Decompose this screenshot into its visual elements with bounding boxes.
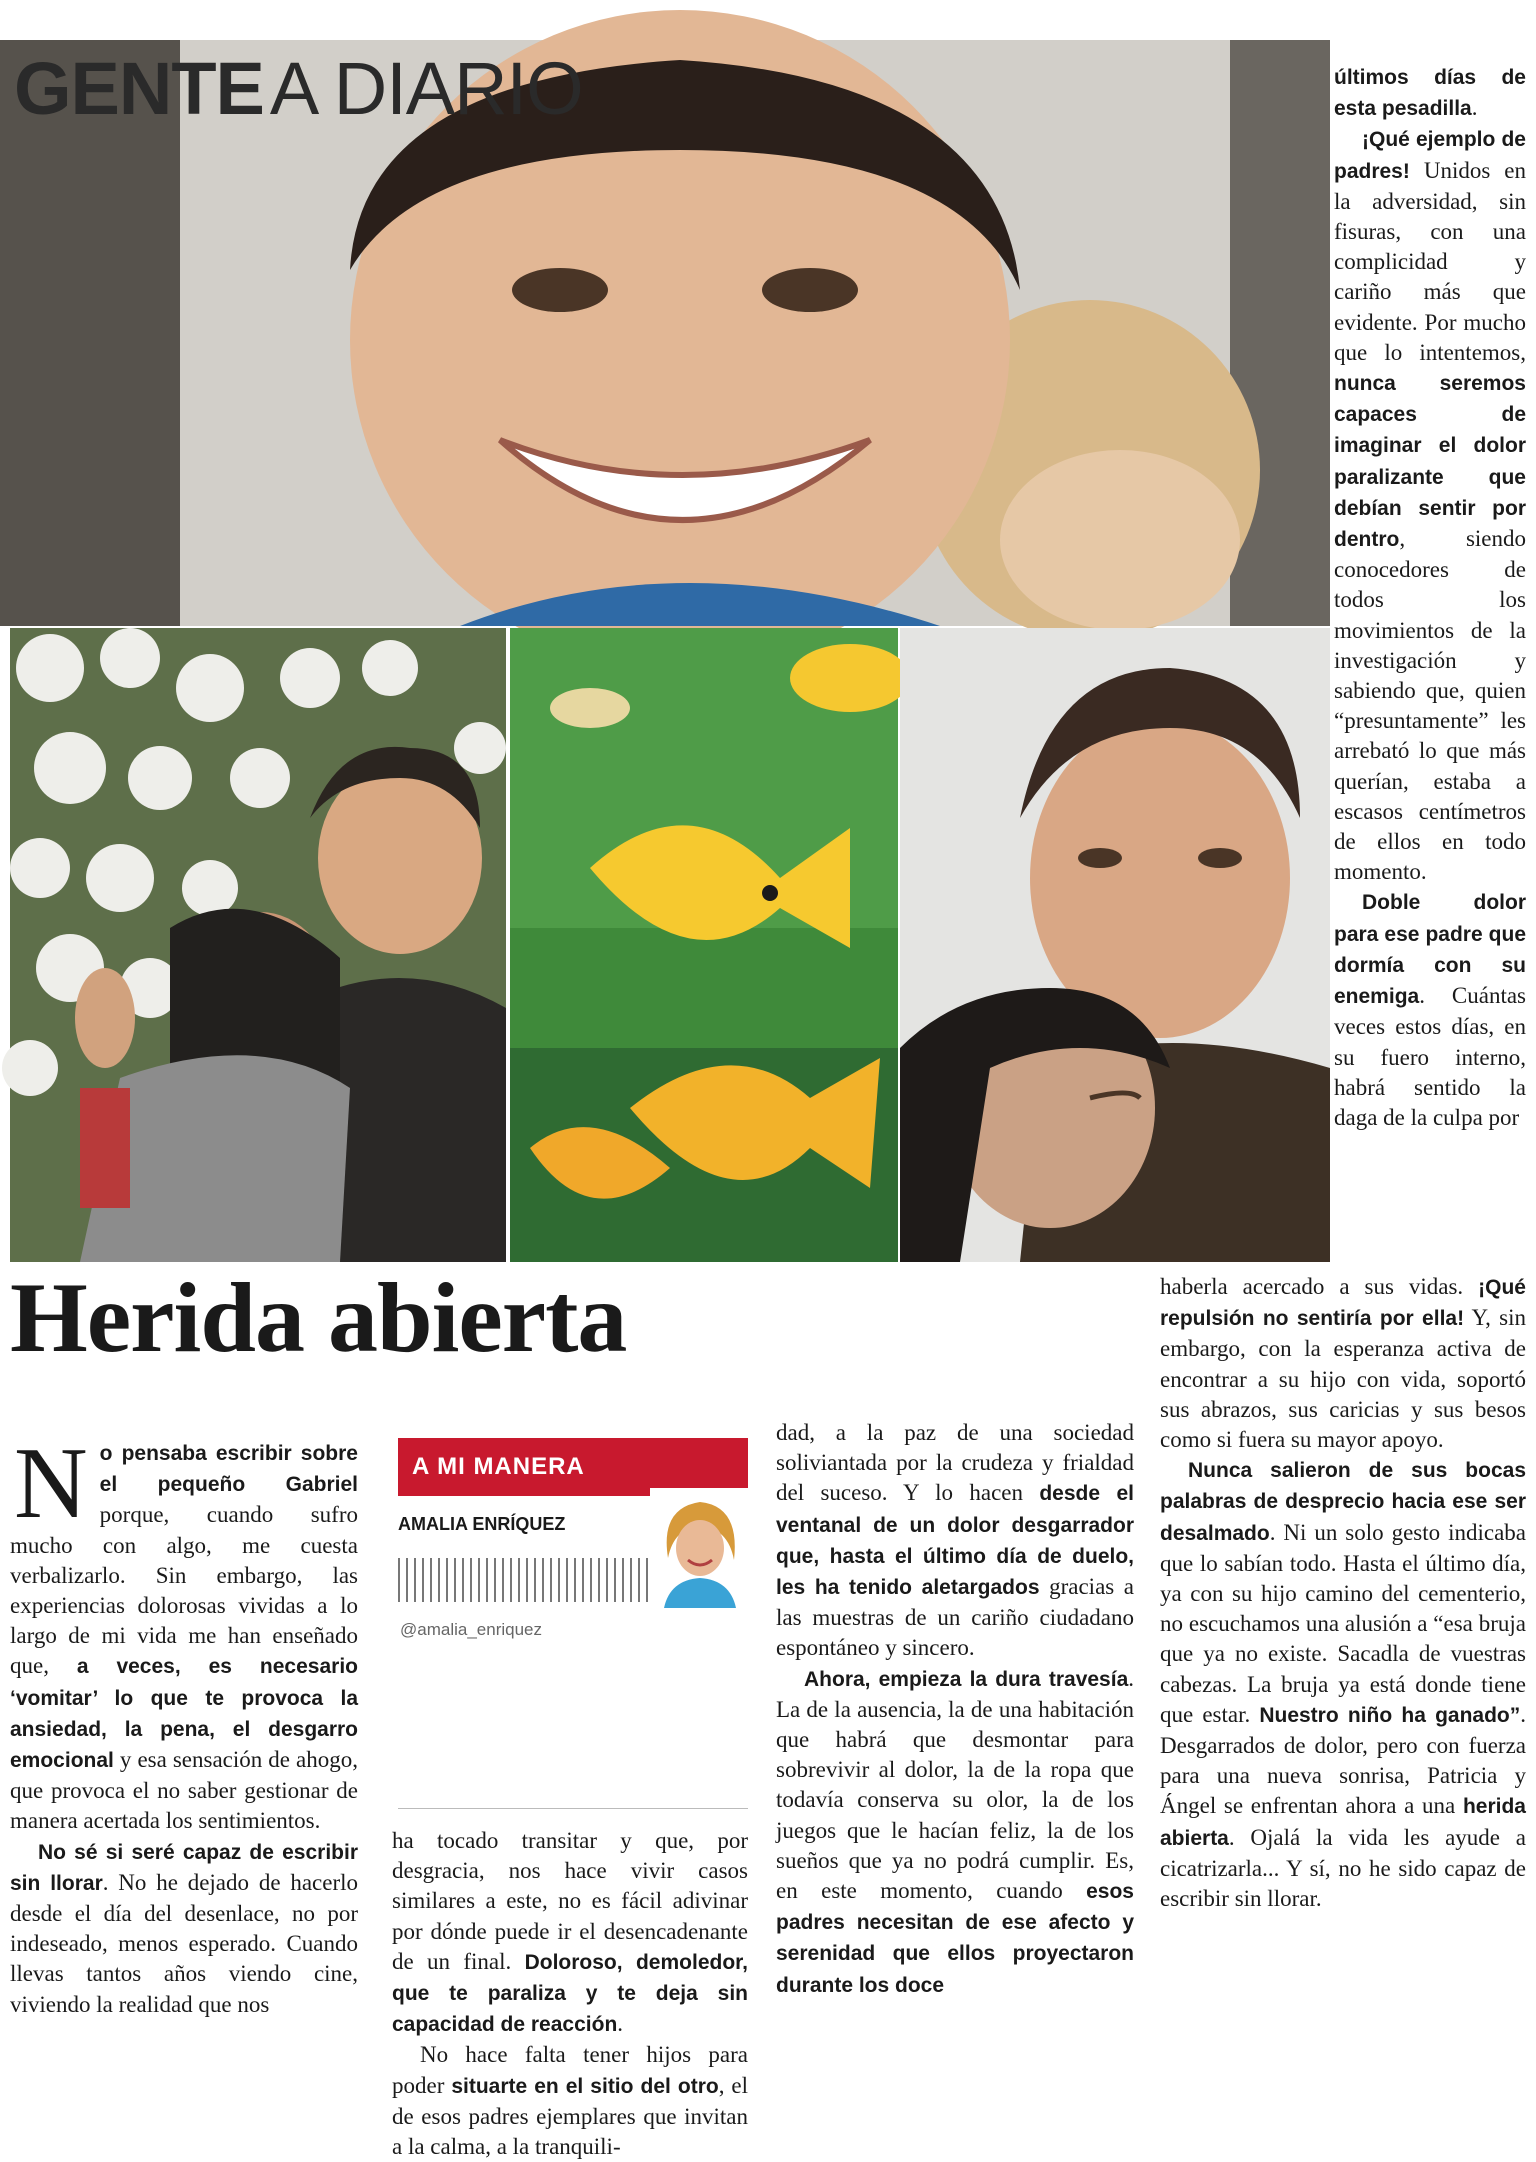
paragraph bbox=[10, 1837, 358, 2020]
section-title-bold: GENTE bbox=[14, 47, 264, 130]
paragraph bbox=[392, 2040, 748, 2162]
text: , siendo conocedores de todos los movimientos de la investigación y sabiendo que, quien “presuntamente” les arrebató lo que más querían, estaba a escasos centímetros de ellos en todo momento. bbox=[1334, 526, 1526, 885]
text: haberla acercado a sus vidas. bbox=[1160, 1274, 1479, 1299]
bold-text: Ahora, empieza la dura travesía bbox=[804, 1667, 1129, 1691]
column-box bbox=[398, 1438, 748, 1798]
author-photo bbox=[650, 1488, 750, 1608]
article-column-1 bbox=[10, 1427, 358, 2038]
article-column-4 bbox=[1160, 1272, 1526, 2042]
photo-goldfish bbox=[510, 628, 898, 1262]
bold-text: herida abierta bbox=[1160, 1795, 1526, 1850]
text: . Desgarrados de dolor, pero con fuerza para una nueva sonrisa, Patricia y Ángel se enfrentan ahora a una bbox=[1160, 1701, 1526, 1819]
bold-text: desde el ventanal de un dolor desgarrador que, hasta el último día de duelo, les ha tenido aletargados bbox=[776, 1482, 1134, 1600]
text: . Cuántas veces estos días, en su fuero interno, habrá sentido la daga de la culpa por bbox=[1334, 983, 1526, 1130]
text: , el de esos padres ejemplares que invitan a la calma, a la tranquili- bbox=[392, 2072, 748, 2160]
bold-text: o pensaba escribir sobre el pequeño Gabriel bbox=[99, 1442, 358, 1497]
section-title bbox=[14, 47, 583, 130]
text: ha tocado transitar y que, por desgracia, nos hace vivir casos similares a este, no es fácil adivinar por dónde puede ir el desencadenante de un final. bbox=[392, 1828, 748, 1974]
text: Unidos en la adversidad, sin fisuras, con una complicidad y cariño más que evidente. Por mucho que lo intentemos, bbox=[1334, 157, 1526, 365]
bold-text: Nuestro niño ha ganado” bbox=[1259, 1703, 1521, 1727]
text: No hace falta tener hijos para poder bbox=[392, 2042, 748, 2098]
text: . Ojalá la vida les ayude a cicatrizarla... Y sí, no he sido capaz de escribir sin llorar. bbox=[1160, 1824, 1526, 1912]
headline: Herida abierta bbox=[10, 1262, 627, 1373]
paragraph bbox=[392, 1826, 748, 2040]
article-column-3 bbox=[776, 1418, 1134, 2042]
bold-text: nunca seremos capaces de imaginar el dolor paralizante que debían sentir por dentro bbox=[1334, 372, 1526, 552]
text: y esa sensación de ahogo, que provoca el no saber gestionar de manera acertada los sentimientos. bbox=[10, 1747, 358, 1834]
divider bbox=[398, 1808, 748, 1809]
column-author: AMALIA ENRÍQUEZ bbox=[398, 1514, 566, 1534]
bold-text: ¡Qué repulsión no sentiría por ella! bbox=[1160, 1276, 1526, 1331]
bold-text: a veces, es necesario ‘vomitar’ lo que te provoca la ansiedad, la pena, el desgarro emocional bbox=[10, 1655, 358, 1773]
text: porque, cuando sufro mucho con algo, me cuesta verbalizarlo. Sin embargo, las experiencias dolorosas vividas a lo largo de mi vida me han enseñado que, bbox=[10, 1502, 358, 1679]
paragraph bbox=[776, 1664, 1134, 2001]
bold-text: situarte en el sitio del otro bbox=[451, 2074, 719, 2098]
paragraph bbox=[1160, 1272, 1526, 1455]
bold-text: Doloroso, demoledor, que te paraliza y te deja sin capacidad de reacción bbox=[392, 1950, 749, 2037]
bold-text: No sé si seré capaz de escribir sin llorar bbox=[10, 1840, 358, 1895]
bold-text: esos padres necesitan de ese afecto y serenidad que ellos proyectaron durante los doce bbox=[776, 1880, 1134, 1997]
text: . bbox=[617, 2011, 624, 2037]
bold-text: Nunca salieron de sus bocas palabras de desprecio hacia ese ser desalmado bbox=[1160, 1459, 1526, 1545]
paragraph bbox=[1334, 62, 1526, 124]
section-title-light: A DIARIO bbox=[269, 47, 583, 130]
drop-cap: N bbox=[14, 1427, 88, 1540]
photo-couple-flowers bbox=[10, 628, 506, 1262]
bold-text: ¡Qué ejemplo de padres! bbox=[1334, 128, 1526, 183]
text: . No he dejado de hacerlo desde el día del desenlace, no por indeseado, menos esperado. Cuando llevas tantos años viendo cine, viviendo la realidad que nos bbox=[10, 1869, 358, 2017]
text: Y, sin embargo, con la esperanza activa de encontrar a su hijo con vida, soportó sus abrazos, sus caricias y sus besos como si fuera su mayor apoyo. bbox=[1160, 1305, 1526, 1453]
text: dad, a la paz de una sociedad soliviantada por la crudeza y frialdad del suceso. Y lo hacen bbox=[776, 1420, 1134, 1506]
bold-text: Doble dolor para ese padre que dormía con su enemiga bbox=[1334, 891, 1526, 1009]
paragraph bbox=[1160, 1455, 1526, 1914]
text: . Ni un solo gesto indicaba que lo sabían todo. Hasta el último día, ya con su hijo camino del cementerio, no escuchamos una alusión a “esa bruja que ya no existe. Sacadla de vuestras cabezas. La bruja ya está donde tiene que estar. bbox=[1160, 1519, 1526, 1727]
column-tag: A MI MANERA bbox=[398, 1438, 748, 1496]
barcode-decoration bbox=[398, 1558, 688, 1602]
paragraph bbox=[1334, 887, 1526, 1133]
paragraph bbox=[1334, 124, 1526, 887]
paragraph bbox=[776, 1418, 1134, 1664]
text: . La de la ausencia, la de una habitación que habrá que desmontar para sobrevivir al dolor, la de la ropa que todavía conserva su olor, la de los juegos que le hacían feliz, la de los sueños que ya no podrá cumplir. Es, en este momento, cuando bbox=[776, 1665, 1134, 1904]
photo-couple-embrace bbox=[900, 628, 1330, 1262]
bold-text: últimos días de esta pesadilla bbox=[1334, 66, 1526, 121]
article-column-2 bbox=[392, 1826, 749, 2160]
text: gracias a las muestras de un cariño ciudadano espontáneo y sincero. bbox=[776, 1574, 1134, 1661]
author-handle: @amalia_enriquez bbox=[400, 1620, 543, 1639]
article-right-column-top bbox=[1334, 62, 1526, 1274]
text: . bbox=[1471, 95, 1478, 121]
